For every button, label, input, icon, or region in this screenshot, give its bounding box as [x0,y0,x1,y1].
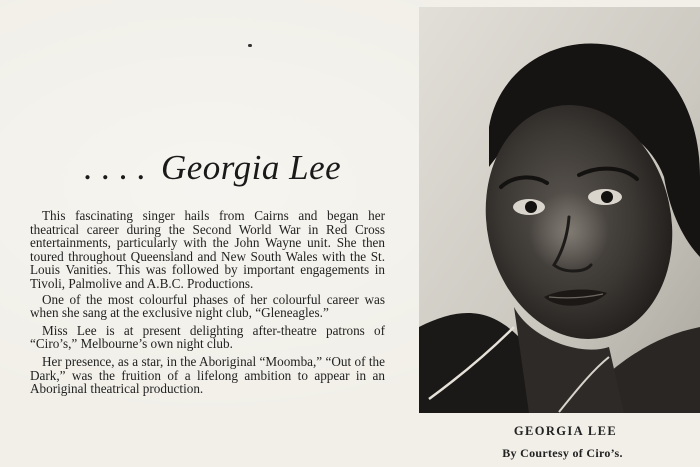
article-column [30,0,398,467]
caption-credit: By Courtesy of Ciro’s. [502,446,623,460]
article-paragraph-3: Miss Lee is at present delighting after-theatre patrons of “Ciro’s,” Melbourne’s own night club. [30,322,385,352]
photo-caption [419,424,700,461]
caption-name: GEORGIA LEE [513,424,618,438]
print-speck [248,44,252,47]
article-paragraph-4: Her presence, as a star, in the Aboriginal “Moomba,” “Out of the Dark,” was the fruition of a lifelong ambition to appear in an Aboriginal theatrical production. [30,353,385,397]
headline-name: Georgia Lee [161,148,342,187]
pupil-right [601,191,613,203]
article-paragraph-1: This fascinating singer hails from Cairns and began her theatrical career during the Second World War in Red Cross entertainments, particularly with the John Wayne unit. She then toured throughout Queensland and New South Wales with the St. Louis Vanities. This was followed by important engagements in Tivoli, Palmolive and A.B.C. Productions. [30,208,385,291]
headline-dots: .... [84,148,155,187]
pupil-left [525,201,537,213]
portrait-illustration [419,7,700,413]
portrait-photo [419,7,700,413]
article-paragraph-2: One of the most colourful phases of her colourful career was when she sang at the exclusive night club, “Gleneagles.” [30,291,385,321]
article-body [30,209,385,398]
article-headline [84,148,394,188]
